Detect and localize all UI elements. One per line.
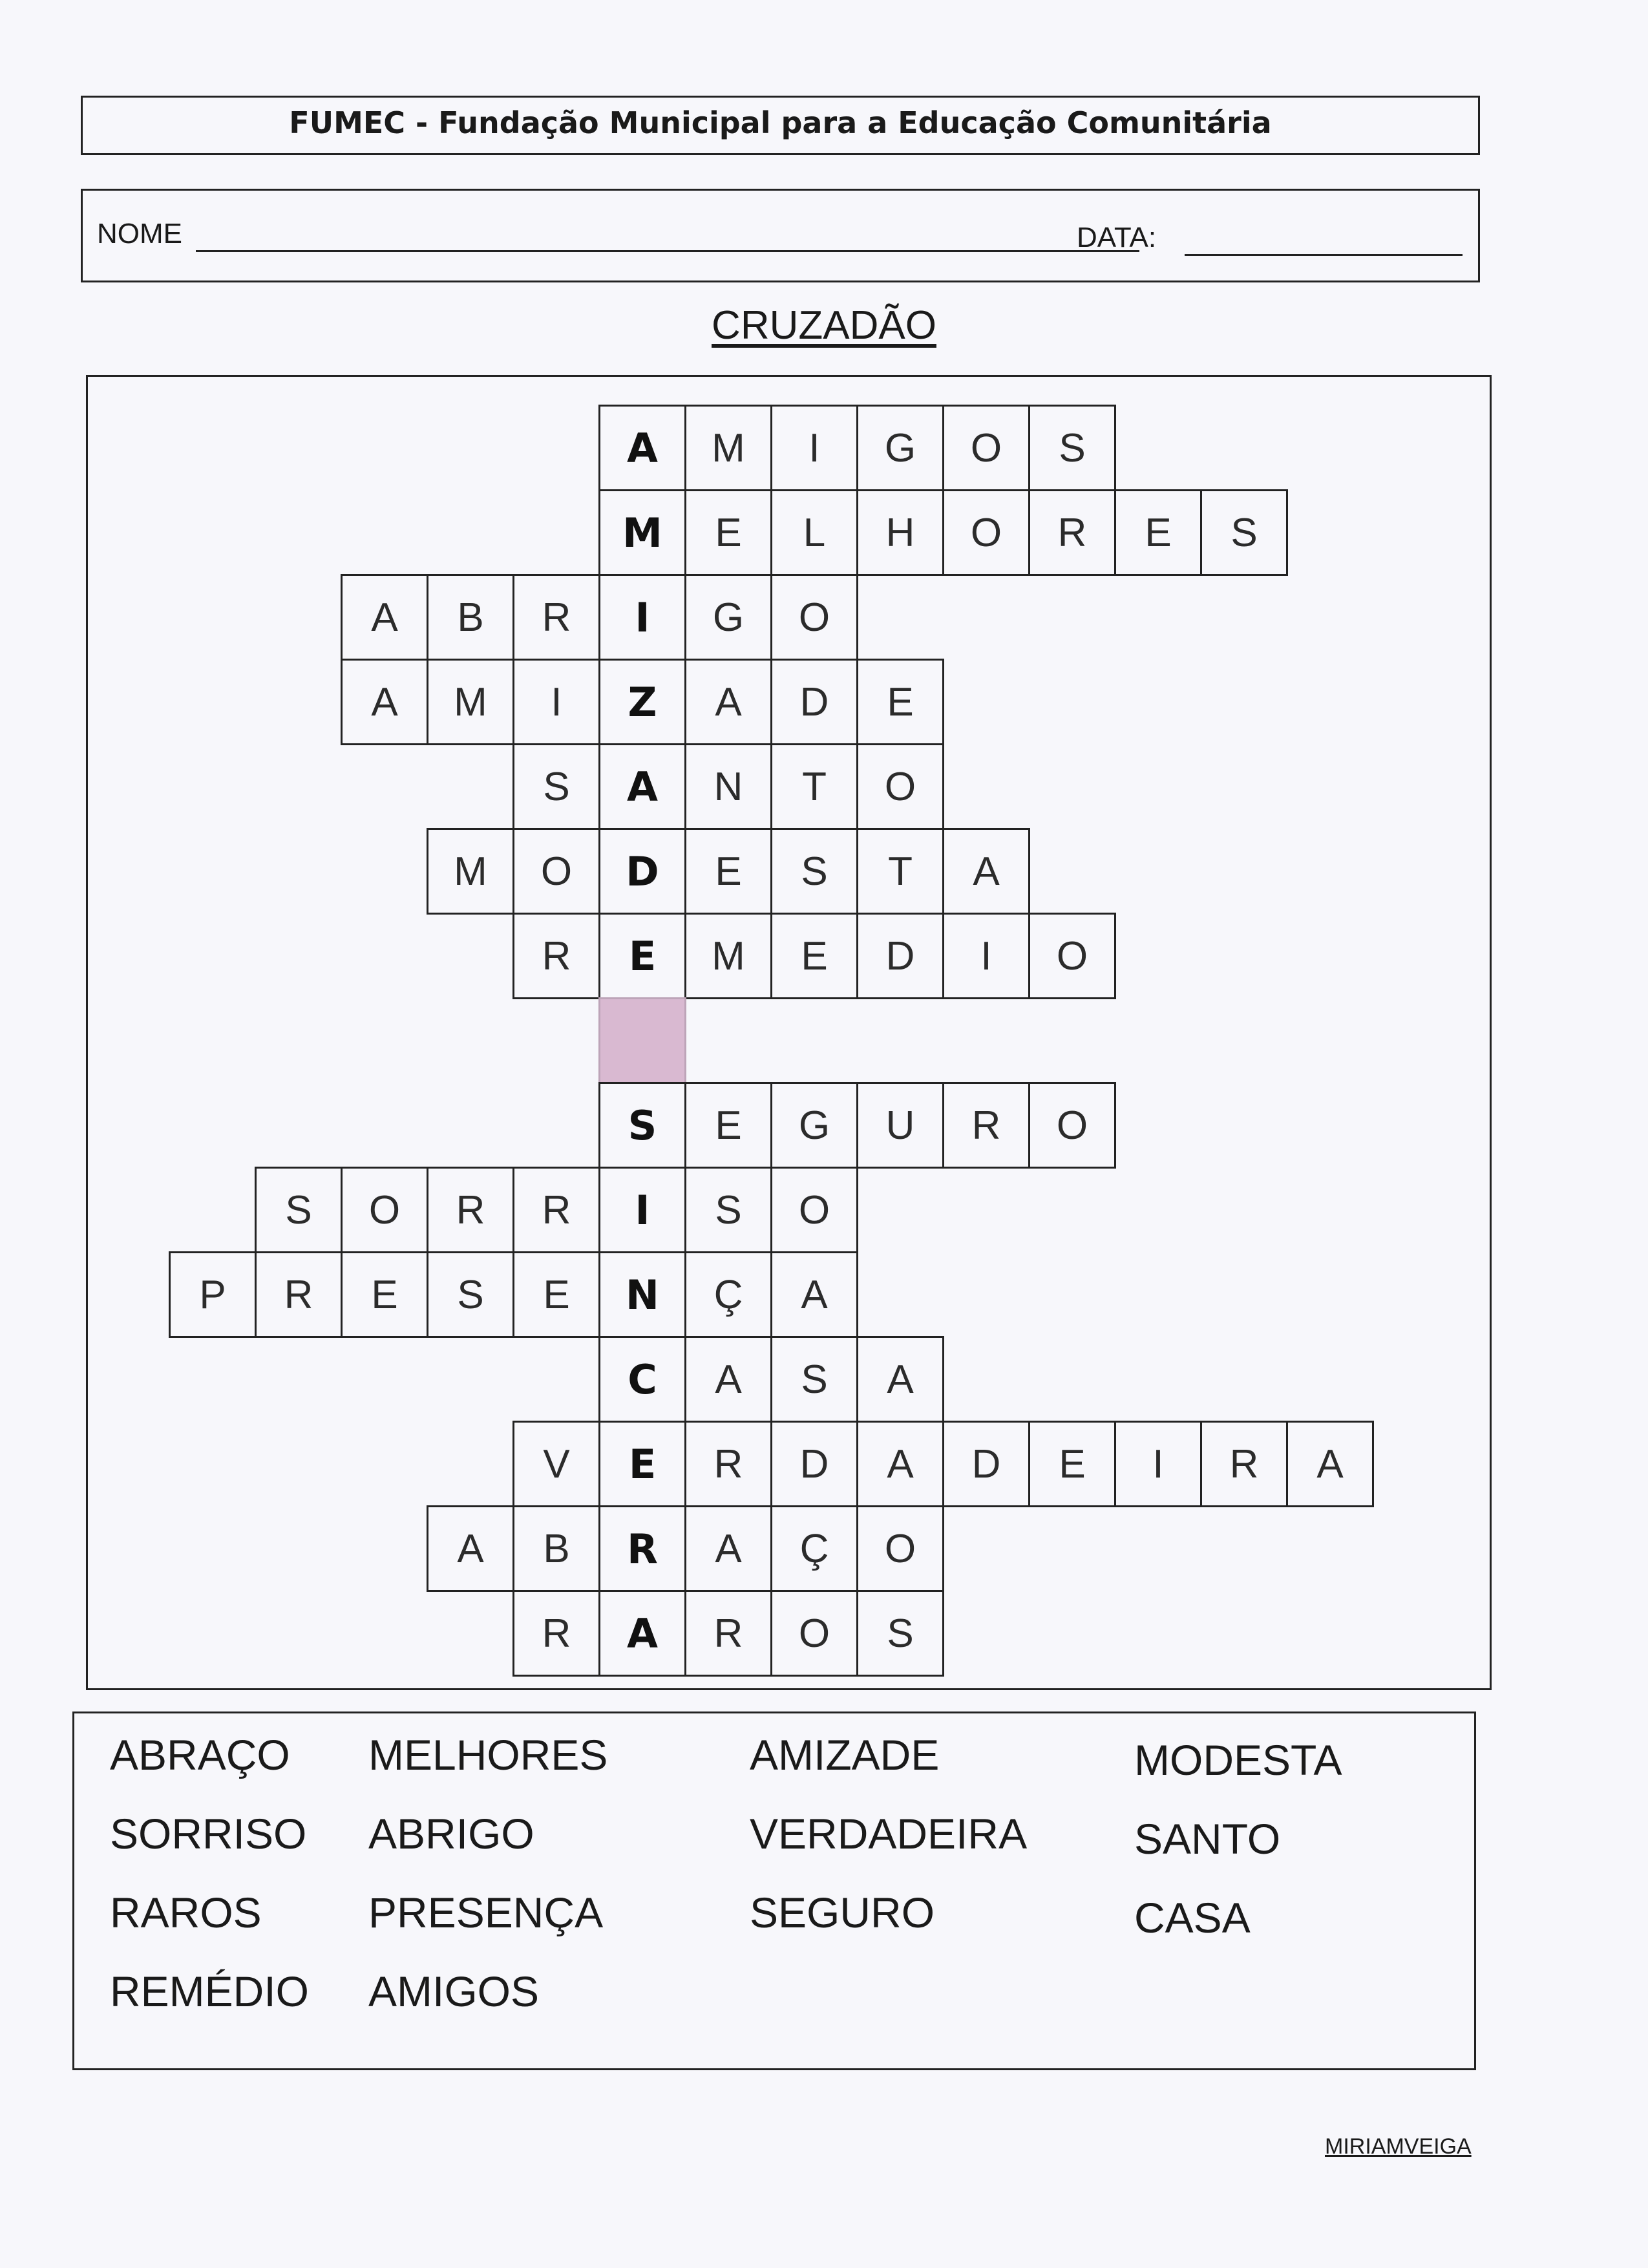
crossword-cell[interactable]: S xyxy=(770,1336,858,1423)
crossword-cell[interactable]: D xyxy=(856,913,944,999)
crossword-cell[interactable]: M xyxy=(684,405,772,491)
crossword-cell[interactable]: S xyxy=(427,1251,514,1338)
crossword-cell[interactable]: U xyxy=(856,1082,944,1169)
crossword-cell[interactable]: N xyxy=(684,743,772,830)
word-bank-item: MELHORES xyxy=(368,1731,608,1779)
puzzle-title: CRUZADÃO xyxy=(712,303,936,348)
crossword-cell[interactable]: S xyxy=(255,1167,343,1253)
crossword-cell[interactable]: O xyxy=(942,405,1030,491)
crossword-cell[interactable]: A xyxy=(684,1336,772,1423)
crossword-cell[interactable]: S xyxy=(1200,489,1288,576)
word-bank-item: VERDADEIRA xyxy=(750,1810,1028,1858)
crossword-cell[interactable]: M xyxy=(598,489,686,576)
crossword-cell[interactable]: R xyxy=(512,913,600,999)
crossword-cell[interactable]: M xyxy=(684,913,772,999)
crossword-cell[interactable]: R xyxy=(512,574,600,661)
crossword-cell[interactable]: S xyxy=(1028,405,1116,491)
crossword-cell[interactable]: T xyxy=(856,828,944,915)
word-bank-item: ABRIGO xyxy=(368,1810,534,1858)
crossword-box xyxy=(86,375,1492,1690)
crossword-cell[interactable]: I xyxy=(770,405,858,491)
crossword-cell[interactable]: E xyxy=(598,1421,686,1507)
crossword-cell[interactable]: E xyxy=(512,1251,600,1338)
crossword-cell[interactable]: A xyxy=(341,659,428,745)
crossword-cell[interactable]: S xyxy=(770,828,858,915)
date-label: DATA: xyxy=(1077,222,1157,253)
word-bank-item: RAROS xyxy=(110,1889,262,1936)
word-bank-item: REMÉDIO xyxy=(110,1967,310,2015)
crossword-cell[interactable]: M xyxy=(427,659,514,745)
word-bank-item: PRESENÇA xyxy=(368,1889,604,1936)
crossword-cell[interactable]: T xyxy=(770,743,858,830)
crossword-cell[interactable]: A xyxy=(942,828,1030,915)
word-bank-item: CASA xyxy=(1134,1894,1251,1942)
crossword-cell[interactable]: R xyxy=(684,1590,772,1677)
crossword-cell[interactable]: D xyxy=(598,828,686,915)
crossword-cell[interactable]: O xyxy=(942,489,1030,576)
crossword-cell[interactable]: R xyxy=(512,1590,600,1677)
crossword-cell[interactable]: S xyxy=(684,1167,772,1253)
crossword-cell[interactable] xyxy=(598,997,686,1084)
crossword-cell[interactable]: E xyxy=(684,489,772,576)
crossword-cell[interactable]: D xyxy=(770,659,858,745)
crossword-cell[interactable]: Z xyxy=(598,659,686,745)
crossword-cell[interactable]: R xyxy=(1200,1421,1288,1507)
crossword-cell[interactable]: E xyxy=(684,1082,772,1169)
crossword-cell[interactable]: E xyxy=(1114,489,1202,576)
crossword-cell[interactable]: B xyxy=(512,1505,600,1592)
crossword-cell[interactable]: E xyxy=(341,1251,428,1338)
crossword-cell[interactable]: N xyxy=(598,1251,686,1338)
crossword-cell[interactable]: A xyxy=(684,1505,772,1592)
crossword-cell[interactable]: A xyxy=(598,743,686,830)
crossword-cell[interactable]: E xyxy=(684,828,772,915)
crossword-cell[interactable]: O xyxy=(856,743,944,830)
crossword-cell[interactable]: O xyxy=(770,1167,858,1253)
crossword-cell[interactable]: I xyxy=(942,913,1030,999)
crossword-cell[interactable]: R xyxy=(255,1251,343,1338)
word-bank-item: SEGURO xyxy=(750,1889,935,1936)
crossword-cell[interactable]: Ç xyxy=(684,1251,772,1338)
crossword-cell[interactable]: E xyxy=(770,913,858,999)
crossword-cell[interactable]: A xyxy=(770,1251,858,1338)
crossword-cell[interactable]: R xyxy=(512,1167,600,1253)
crossword-cell[interactable]: A xyxy=(1286,1421,1374,1507)
crossword-cell[interactable]: B xyxy=(427,574,514,661)
crossword-cell[interactable]: I xyxy=(598,574,686,661)
crossword-cell[interactable]: R xyxy=(942,1082,1030,1169)
word-bank-item: MODESTA xyxy=(1134,1736,1342,1784)
crossword-cell[interactable]: V xyxy=(512,1421,600,1507)
crossword-cell[interactable]: M xyxy=(427,828,514,915)
word-bank-item: AMIZADE xyxy=(750,1731,940,1779)
crossword-cell[interactable]: O xyxy=(341,1167,428,1253)
crossword-cell[interactable]: A xyxy=(341,574,428,661)
name-label: NOME xyxy=(97,218,182,249)
crossword-cell[interactable]: R xyxy=(1028,489,1116,576)
crossword-cell[interactable]: A xyxy=(856,1421,944,1507)
crossword-cell[interactable]: R xyxy=(684,1421,772,1507)
crossword-cell[interactable]: G xyxy=(684,574,772,661)
word-bank-item: SANTO xyxy=(1134,1815,1281,1863)
crossword-cell[interactable]: D xyxy=(942,1421,1030,1507)
crossword-cell[interactable]: A xyxy=(598,405,686,491)
name-date-box xyxy=(81,189,1480,282)
crossword-cell[interactable]: O xyxy=(512,828,600,915)
crossword-cell[interactable]: E xyxy=(598,913,686,999)
crossword-cell[interactable]: I xyxy=(1114,1421,1202,1507)
crossword-cell[interactable]: I xyxy=(598,1167,686,1253)
header-box xyxy=(81,96,1480,155)
crossword-cell[interactable]: O xyxy=(1028,913,1116,999)
crossword-cell[interactable]: Ç xyxy=(770,1505,858,1592)
crossword-cell[interactable]: A xyxy=(427,1505,514,1592)
crossword-cell[interactable]: G xyxy=(856,405,944,491)
crossword-cell[interactable]: D xyxy=(770,1421,858,1507)
author-signature: MIRIAMVEIGA xyxy=(1325,2134,1472,2159)
crossword-cell[interactable]: O xyxy=(770,574,858,661)
crossword-cell[interactable]: I xyxy=(512,659,600,745)
crossword-cell[interactable]: S xyxy=(598,1082,686,1169)
header-title: FUMEC - Fundação Municipal para a Educação Comunitária xyxy=(289,105,1272,140)
crossword-cell[interactable]: G xyxy=(770,1082,858,1169)
crossword-cell[interactable]: L xyxy=(770,489,858,576)
crossword-cell[interactable]: O xyxy=(1028,1082,1116,1169)
crossword-cell[interactable]: R xyxy=(427,1167,514,1253)
crossword-cell[interactable]: A xyxy=(598,1590,686,1677)
crossword-cell[interactable]: P xyxy=(169,1251,257,1338)
crossword-cell[interactable]: O xyxy=(856,1505,944,1592)
crossword-cell[interactable]: E xyxy=(856,659,944,745)
crossword-cell[interactable]: R xyxy=(598,1505,686,1592)
crossword-cell[interactable]: H xyxy=(856,489,944,576)
word-bank-item: ABRAÇO xyxy=(110,1731,290,1779)
crossword-cell[interactable]: E xyxy=(1028,1421,1116,1507)
crossword-cell[interactable]: S xyxy=(512,743,600,830)
crossword-cell[interactable]: A xyxy=(684,659,772,745)
crossword-cell[interactable]: A xyxy=(856,1336,944,1423)
word-bank-item: SORRISO xyxy=(110,1810,307,1858)
name-field[interactable] xyxy=(196,250,1139,252)
word-bank-item: AMIGOS xyxy=(368,1967,540,2015)
date-field[interactable] xyxy=(1185,254,1463,256)
crossword-cell[interactable]: C xyxy=(598,1336,686,1423)
crossword-cell[interactable]: O xyxy=(770,1590,858,1677)
word-bank xyxy=(72,1712,1476,2070)
crossword-cell[interactable]: S xyxy=(856,1590,944,1677)
